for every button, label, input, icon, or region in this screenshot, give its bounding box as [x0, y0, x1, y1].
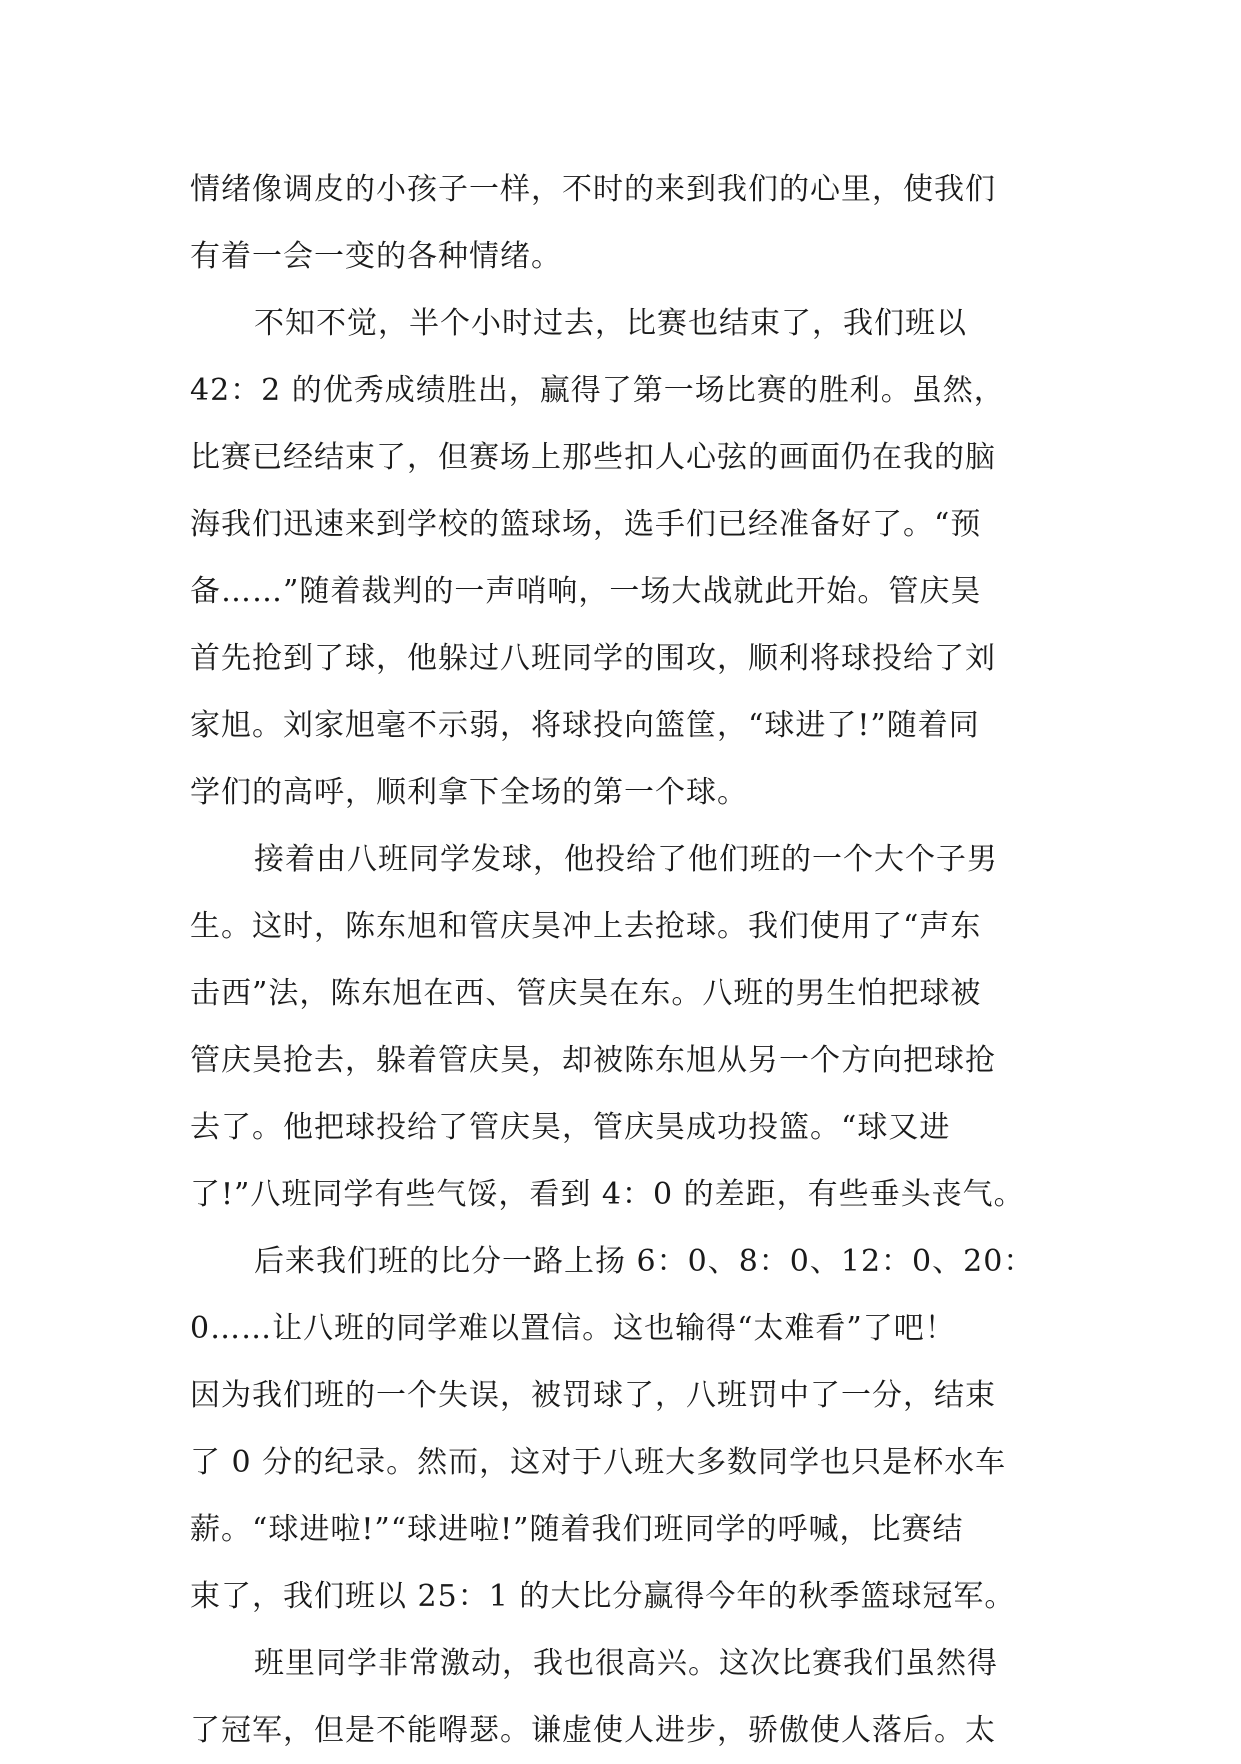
paragraph-start-line: 班里同学非常激动，我也很高兴。这次比赛我们虽然得 — [254, 1646, 998, 1681]
text-line: 去了。他把球投给了管庆昊，管庆昊成功投篮。“球又进 — [190, 1110, 951, 1145]
text-line: 了 0 分的纪录。然而，这对于八班大多数同学也只是杯水车 — [190, 1445, 1007, 1480]
text-line: 了!”八班同学有些气馁，看到 4：0 的差距，有些垂头丧气。 — [190, 1177, 1025, 1212]
text-line: 因为我们班的一个失误，被罚球了，八班罚中了一分，结束 — [190, 1378, 996, 1413]
text-line: 薪。“球进啦!”“球进啦!”随着我们班同学的呼喊，比赛结 — [190, 1512, 964, 1547]
paragraph-start-line: 不知不觉，半个小时过去，比赛也结束了，我们班以 — [254, 306, 967, 341]
paragraph-start-line: 后来我们班的比分一路上扬 6：0、8：0、12：0、20： — [254, 1244, 1035, 1279]
text-line: 管庆昊抢去，躲着管庆昊，却被陈东旭从另一个方向把球抢 — [190, 1043, 996, 1078]
text-line: 海我们迅速来到学校的篮球场，选手们已经准备好了。“预 — [190, 507, 982, 542]
text-line: 束了，我们班以 25：1 的大比分赢得今年的秋季篮球冠军。 — [190, 1579, 1016, 1614]
text-line: 情绪像调皮的小孩子一样，不时的来到我们的心里，使我们 — [190, 172, 996, 207]
document-body — [190, 156, 1070, 1764]
text-line: 备……”随着裁判的一声哨响，一场大战就此开始。管庆昊 — [190, 574, 982, 609]
text-line: 学们的高呼，顺利拿下全场的第一个球。 — [190, 775, 748, 810]
text-line: 0……让八班的同学难以置信。这也输得“太难看”了吧！ — [190, 1311, 956, 1346]
text-line: 比赛已经结束了，但赛场上那些扣人心弦的画面仍在我的脑 — [190, 440, 996, 475]
text-line: 首先抢到了球，他躲过八班同学的围攻，顺利将球投给了刘 — [190, 641, 996, 676]
text-line: 了冠军，但是不能嘚瑟。谦虚使人进步，骄傲使人落后。太 — [190, 1713, 996, 1748]
text-line: 生。这时，陈东旭和管庆昊冲上去抢球。我们使用了“声东 — [190, 909, 982, 944]
text-line: 42：2 的优秀成绩胜出，赢得了第一场比赛的胜利。虽然， — [190, 373, 1005, 408]
text-line: 击西”法，陈东旭在西、管庆昊在东。八班的男生怕把球被 — [190, 976, 982, 1011]
text-line: 家旭。刘家旭毫不示弱，将球投向篮筐，“球进了!”随着同 — [190, 708, 980, 743]
text-line: 有着一会一变的各种情绪。 — [190, 239, 562, 274]
paragraph-start-line: 接着由八班同学发球，他投给了他们班的一个大个子男 — [254, 842, 998, 877]
